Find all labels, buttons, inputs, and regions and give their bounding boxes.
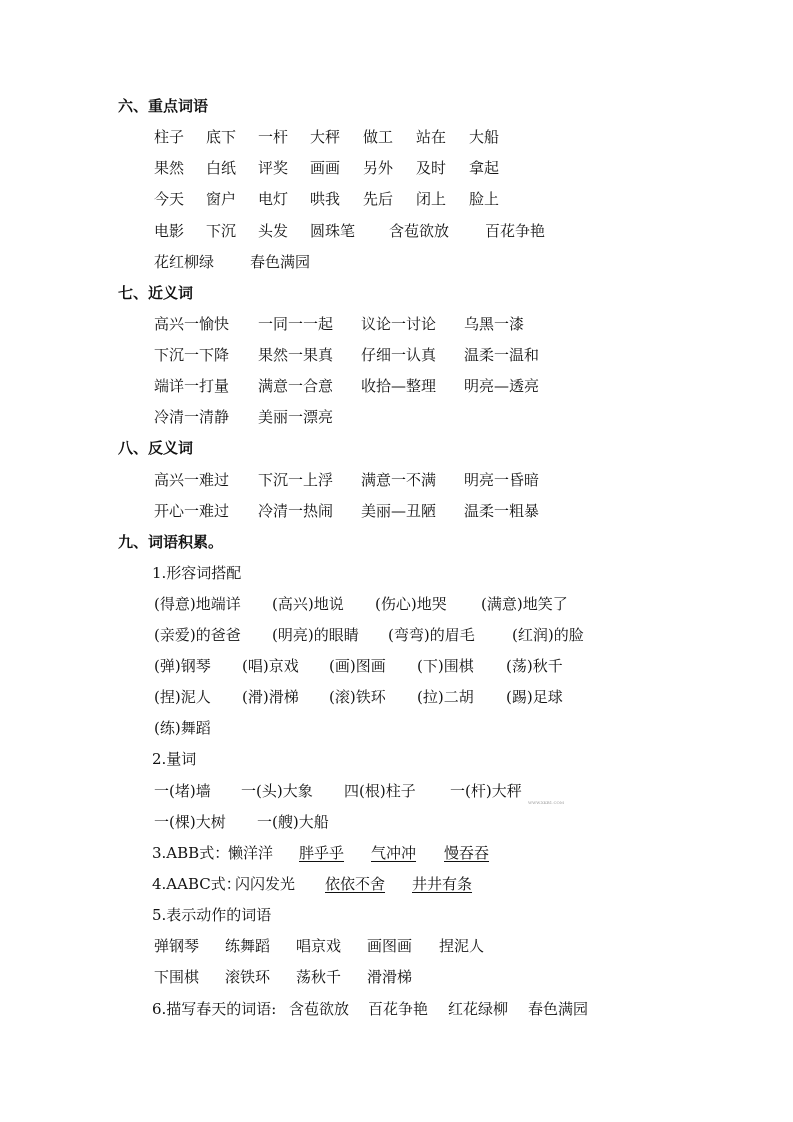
- word: 花红柳绿: [154, 253, 215, 271]
- word: 另外: [363, 159, 394, 177]
- word-pair: 温柔一粗暴: [464, 502, 540, 520]
- word: 窗户: [206, 190, 237, 208]
- phrase: (弯弯)的眉毛: [388, 626, 475, 644]
- word-pair: 冷清一热闹: [258, 502, 334, 520]
- word: 荡秋千: [296, 968, 342, 986]
- word-pair: 下沉一上浮: [258, 471, 334, 489]
- word-pair: 高兴一愉快: [154, 315, 230, 333]
- word: 闪闪发光: [235, 875, 296, 893]
- word-pair: 冷清一清静: [154, 408, 230, 426]
- phrase: (高兴)地说: [272, 595, 344, 613]
- phrase: (踢)足球: [506, 688, 563, 706]
- word-pair: 乌黑一漆: [464, 315, 525, 333]
- word-pair: 收拾—整理: [361, 377, 437, 395]
- phrase: (练)舞蹈: [154, 719, 211, 737]
- word: 滚铁环: [225, 968, 271, 986]
- word: 下沉: [206, 222, 237, 240]
- word-pair: 仔细一认真: [361, 346, 437, 364]
- subsection-label: 3.ABB式：: [152, 844, 230, 862]
- subsection-title-text: 2.量词: [152, 750, 197, 768]
- underlined-word: 胖乎乎: [299, 844, 345, 862]
- word: 及时: [416, 159, 447, 177]
- word-pair: 一同一一起: [258, 315, 334, 333]
- word: 电影: [154, 222, 185, 240]
- phrase: (唱)京戏: [242, 657, 299, 675]
- phrase: (画)图画: [329, 657, 386, 675]
- word: 拿起: [469, 159, 500, 177]
- word-pair: 温柔一温和: [464, 346, 540, 364]
- section-heading-key-words: 六、重点词语: [118, 97, 209, 115]
- word-pair: 满意一不满: [361, 471, 437, 489]
- word: 弹钢琴: [154, 937, 200, 955]
- word-pair: 下沉一下降: [154, 346, 230, 364]
- phrase: 一(棵)大树: [154, 813, 226, 831]
- phrase: (明亮)的眼睛: [272, 626, 359, 644]
- subsection-title-text: 5.表示动作的词语: [152, 906, 272, 924]
- word: 评奖: [258, 159, 289, 177]
- word: 春色满园: [528, 1000, 589, 1018]
- subsection-title-text: 1.形容词搭配: [152, 564, 242, 582]
- word-pair: 高兴一难过: [154, 471, 230, 489]
- word-pair: 美丽—丑陋: [361, 502, 437, 520]
- underlined-word: 依依不舍: [325, 875, 386, 893]
- phrase: (亲爱)的爸爸: [154, 626, 241, 644]
- phrase: (拉)二胡: [417, 688, 474, 706]
- word: 红花绿柳: [448, 1000, 509, 1018]
- underlined-word: 井井有条: [412, 875, 473, 893]
- word-pair: 议论一讨论: [361, 315, 437, 333]
- phrase: (滑)滑梯: [242, 688, 299, 706]
- word: 懒洋洋: [228, 844, 274, 862]
- phrase: (满意)地笑了: [481, 595, 568, 613]
- underlined-word: 慢吞吞: [444, 844, 490, 862]
- word: 白纸: [206, 159, 237, 177]
- word: 哄我: [310, 190, 341, 208]
- word-pair: 开心一难过: [154, 502, 230, 520]
- word: 滑滑梯: [367, 968, 413, 986]
- word-pair: 明亮一昏暗: [464, 471, 540, 489]
- word: 果然: [154, 159, 185, 177]
- phrase: (得意)地端详: [154, 595, 241, 613]
- word: 一杆: [258, 128, 289, 146]
- subsection-label: 6.描写春天的词语:: [152, 1000, 277, 1018]
- word-pair: 美丽一漂亮: [258, 408, 334, 426]
- word: 捏泥人: [439, 937, 485, 955]
- word: 先后: [363, 190, 394, 208]
- word: 百花争艳: [485, 222, 546, 240]
- phrase: 一(堵)墙: [154, 782, 211, 800]
- word: 大秤: [310, 128, 341, 146]
- watermark-mark: WWW.XKB1.COM: [528, 800, 564, 805]
- section-heading-antonyms: 八、反义词: [118, 439, 194, 457]
- word: 底下: [206, 128, 237, 146]
- phrase: 四(根)柱子: [344, 782, 416, 800]
- word: 柱子: [154, 128, 185, 146]
- word-pair: 明亮—透亮: [464, 377, 540, 395]
- word: 脸上: [469, 190, 500, 208]
- word: 站在: [416, 128, 447, 146]
- word: 今天: [154, 190, 185, 208]
- word: 做工: [363, 128, 394, 146]
- word-pair: 满意一合意: [258, 377, 334, 395]
- phrase: 一(艘)大船: [257, 813, 329, 831]
- section-heading-synonyms: 七、近义词: [118, 284, 194, 302]
- word: 练舞蹈: [225, 937, 271, 955]
- phrase: (红润)的脸: [512, 626, 584, 644]
- word: 含苞欲放: [389, 222, 450, 240]
- phrase: 一(头)大象: [241, 782, 313, 800]
- phrase: (滚)铁环: [329, 688, 386, 706]
- phrase: (伤心)地哭: [375, 595, 447, 613]
- word: 电灯: [258, 190, 289, 208]
- word-pair: 果然一果真: [258, 346, 334, 364]
- phrase: 一(杆)大秤: [450, 782, 522, 800]
- subsection-label: 4.AABC式：: [152, 875, 241, 893]
- phrase: (荡)秋千: [506, 657, 563, 675]
- word: 圆珠笔: [310, 222, 356, 240]
- word: 春色满园: [250, 253, 311, 271]
- section-heading-word-accumulation: 九、词语积累。: [118, 533, 224, 551]
- underlined-word: 气冲冲: [371, 844, 417, 862]
- word: 闭上: [416, 190, 447, 208]
- word: 下围棋: [154, 968, 200, 986]
- phrase: (下)围棋: [417, 657, 474, 675]
- word: 唱京戏: [296, 937, 342, 955]
- word: 含苞欲放: [289, 1000, 350, 1018]
- word: 画图画: [367, 937, 413, 955]
- word: 画画: [310, 159, 341, 177]
- word: 大船: [469, 128, 500, 146]
- phrase: (弹)钢琴: [154, 657, 211, 675]
- word: 百花争艳: [368, 1000, 429, 1018]
- word-pair: 端详一打量: [154, 377, 230, 395]
- phrase: (捏)泥人: [154, 688, 211, 706]
- word: 头发: [258, 222, 289, 240]
